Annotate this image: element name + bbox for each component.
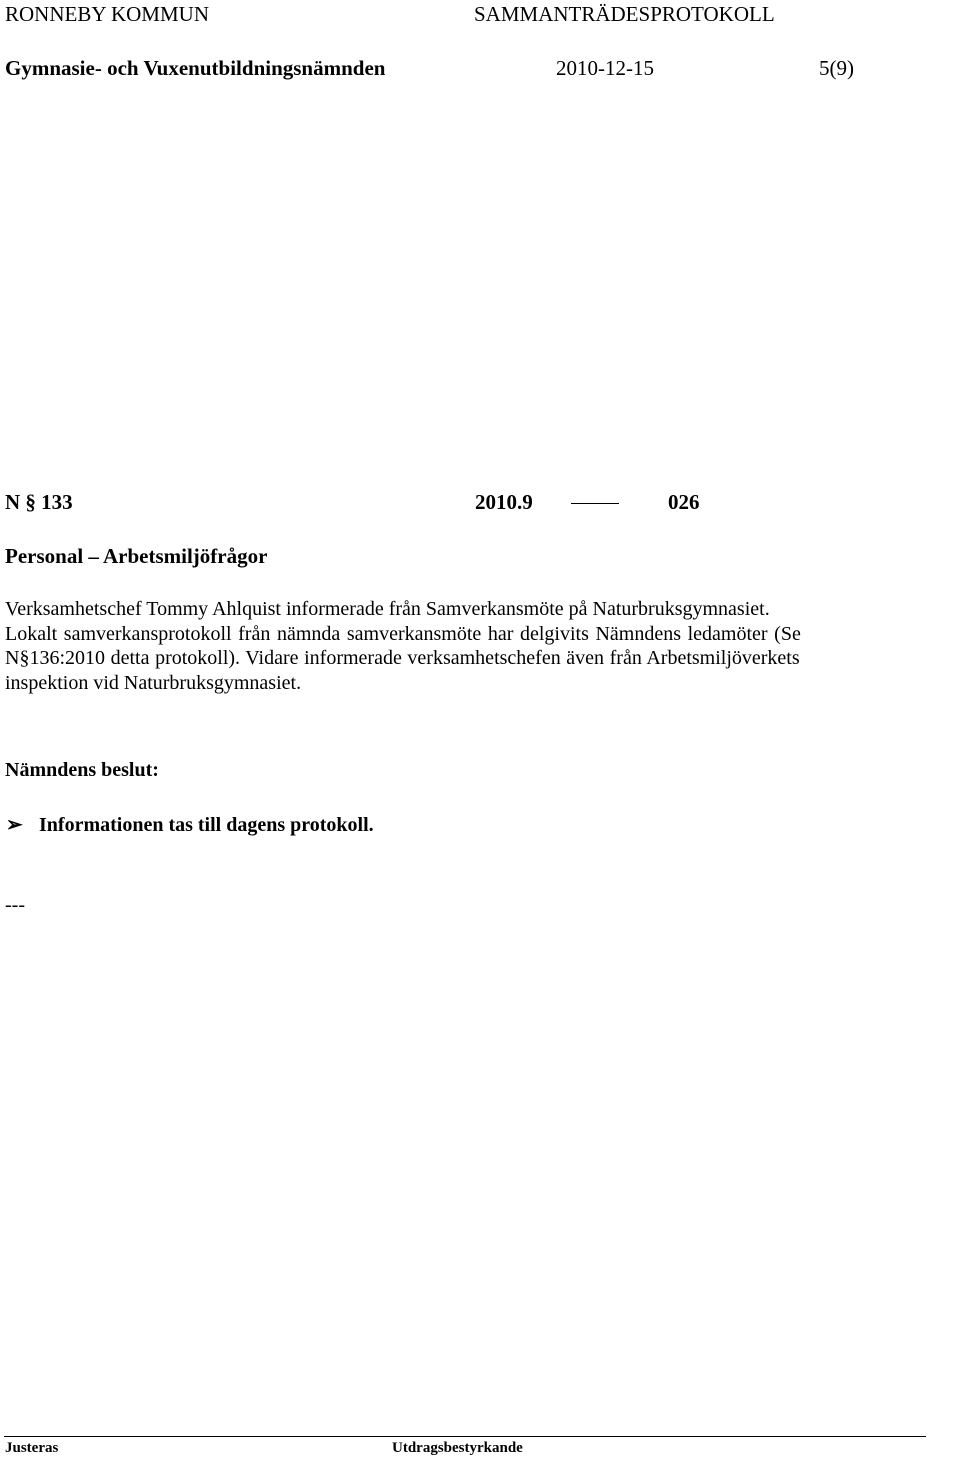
- footer-rule: [4, 1436, 926, 1437]
- footer-justeras: Justeras: [5, 1440, 59, 1456]
- case-code: 026: [668, 490, 700, 514]
- case-diary-number: 2010.9: [475, 490, 533, 514]
- bullet-arrow-icon: ➢: [6, 814, 23, 836]
- section-separator: ---: [5, 894, 25, 916]
- case-paragraph: N § 133: [5, 490, 73, 514]
- committee-name: Gymnasie- och Vuxenutbildningsnämnden: [5, 56, 386, 80]
- decision-heading: Nämndens beslut:: [5, 759, 159, 781]
- page-number: 5(9): [819, 56, 854, 80]
- body-line-1: Verksamhetschef Tommy Ahlquist informerade från Samverkansmöte på Naturbruksgymnasiet.: [5, 598, 770, 620]
- decision-item: [6, 812, 374, 837]
- document-type: SAMMANTRÄDESPROTOKOLL: [474, 2, 775, 26]
- body-line-2: Lokalt samverkansprotokoll från nämnda samverkansmöte har delgivits Nämndens ledamöter (Se: [5, 622, 801, 645]
- municipality-name: RONNEBY KOMMUN: [5, 2, 209, 26]
- body-line-3: N§136:2010 detta protokoll). Vidare informerade verksamhetschefen även från Arbetsmiljöverkets: [5, 647, 800, 669]
- decision-item-text: Informationen tas till dagens protokoll.: [39, 814, 374, 836]
- body-line-4: inspektion vid Naturbruksgymnasiet.: [5, 671, 302, 694]
- case-description: [5, 597, 955, 695]
- case-title: Personal – Arbetsmiljöfrågor: [5, 544, 268, 568]
- case-dash-separator: [571, 503, 619, 504]
- meeting-date: 2010-12-15: [556, 56, 654, 80]
- footer-utdragsbestyrkande: Utdragsbestyrkande: [392, 1440, 523, 1456]
